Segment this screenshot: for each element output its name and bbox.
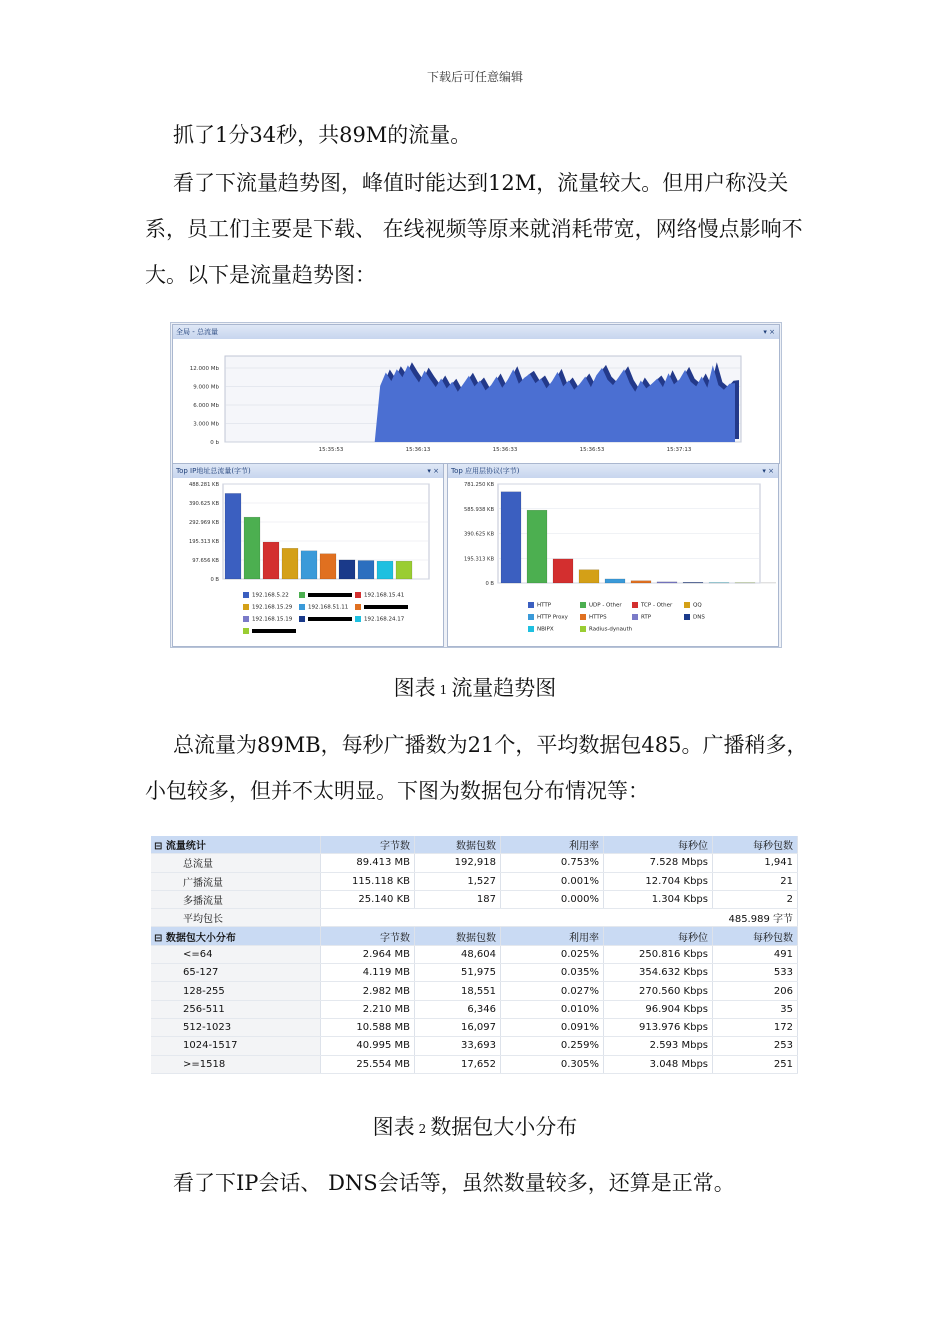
- redaction-bar: [308, 593, 352, 597]
- panel-controls-icon[interactable]: ▾ ×: [762, 467, 774, 475]
- legend-swatch: [355, 616, 361, 622]
- legend-item: [299, 604, 348, 611]
- y-tick-label: 390.625 KB: [463, 531, 494, 538]
- x-tick-label: 15:36:53: [579, 447, 605, 453]
- table-row: >=1518 25.554 MB 17,652 0.305% 3.048 Mbps 251: [151, 1055, 798, 1073]
- bar: [358, 561, 374, 579]
- redaction-bar: [364, 605, 408, 609]
- y-tick-label: 6.000 Mb: [193, 403, 219, 409]
- panel-total-traffic: [172, 324, 780, 464]
- legend-label: UDP - Other: [589, 602, 622, 609]
- x-tick-label: 15:35:53: [318, 447, 344, 453]
- bar: [377, 561, 393, 579]
- x-tick-label: 15:37:13: [666, 447, 692, 453]
- legend-swatch: [528, 626, 534, 632]
- traffic-area-chart: [173, 339, 777, 461]
- legend-item: [243, 628, 296, 635]
- paragraph-4: 看了下IP会话、 DNS会话等，虽然数量较多，还算是正常。: [173, 1171, 735, 1195]
- legend-item: [299, 616, 352, 623]
- collapse-icon[interactable]: ⊟: [154, 932, 166, 944]
- legend-item: [243, 616, 292, 623]
- table-row: 总流量 89.413 MB 192,918 0.753% 7.528 Mbps 1,941: [151, 854, 798, 872]
- y-tick-label: 0 b: [210, 440, 219, 446]
- bar: [683, 582, 703, 583]
- legend-item: [528, 602, 551, 609]
- legend-label: DNS: [693, 614, 705, 621]
- panel-controls-icon[interactable]: ▾ ×: [763, 328, 775, 336]
- top-ip-bar-chart: [173, 480, 441, 590]
- legend-item: [355, 604, 408, 611]
- bar: [320, 554, 336, 579]
- legend-item: [299, 592, 352, 599]
- legend-label: NBIPX: [537, 626, 554, 633]
- page-header: 下载后可任意编辑: [426, 70, 523, 84]
- table-row: 512-1023 10.588 MB 16,097 0.091% 913.976 Kbps 172: [151, 1018, 798, 1036]
- table-row: 多播流量 25.140 KB 187 0.000% 1.304 Kbps 2: [151, 890, 798, 908]
- table-row: 256-511 2.210 MB 6,346 0.010% 96.904 Kbps 35: [151, 1000, 798, 1018]
- legend-swatch: [243, 592, 249, 598]
- legend-label: QQ: [693, 602, 702, 609]
- bar: [657, 582, 677, 583]
- y-tick-label: 0 B: [485, 581, 494, 587]
- legend-label: 192.168.5.22: [252, 592, 289, 599]
- legend-item: [580, 602, 622, 609]
- y-tick-label: 781.250 KB: [463, 482, 494, 488]
- table-row: 广播流量 115.118 KB 1,527 0.001% 12.704 Kbps 21: [151, 872, 798, 890]
- legend-swatch: [355, 604, 361, 610]
- group-header-traffic: ⊟ 流量统计 字节数 数据包数 利用率 每秒位 每秒包数: [151, 836, 798, 854]
- legend-swatch: [299, 616, 305, 622]
- legend-item: [632, 614, 651, 621]
- bar: [263, 542, 279, 579]
- y-tick-label: 292.969 KB: [188, 520, 219, 526]
- bar: [553, 559, 573, 583]
- legend-item: [355, 616, 404, 623]
- panel-controls-icon[interactable]: ▾ ×: [427, 467, 439, 475]
- bar: [244, 517, 260, 579]
- legend-swatch: [528, 614, 534, 620]
- top-ip-legend: [173, 592, 441, 642]
- legend-swatch: [243, 616, 249, 622]
- panel-title: Top IP地址总流量(字节): [176, 467, 251, 475]
- legend-swatch: [528, 602, 534, 608]
- legend-item: [243, 604, 292, 611]
- legend-label: 192.168.51.11: [308, 604, 349, 611]
- legend-item: [355, 592, 404, 599]
- bar: [339, 560, 355, 579]
- y-tick-label: 12.000 Mb: [189, 366, 219, 372]
- y-tick-label: 0 B: [210, 577, 219, 583]
- bar: [282, 548, 298, 579]
- table-row: 128-255 2.982 MB 18,551 0.027% 270.560 Kbps 206: [151, 982, 798, 1000]
- table-row: 65-127 4.119 MB 51,975 0.035% 354.632 Kbps 533: [151, 964, 798, 982]
- paragraph-2: 看了下流量趋势图，峰值时能达到12M，流量较大。但用户称没关系，员工们主要是下载、 在线视频等原来就消耗带宽，网络慢点影响不大。以下是流量趋势图：: [145, 171, 803, 287]
- table-row: <=64 2.964 MB 48,604 0.025% 250.816 Kbps 491: [151, 945, 798, 963]
- legend-label: 192.168.24.17: [364, 616, 405, 623]
- panel-title: 全局 - 总流量: [176, 328, 218, 336]
- paragraph-3: 总流量为89MB，每秒广播数为21个，平均数据包485。广播稍多，小包较多，但并不太明显。下图为数据包分布情况等：: [145, 733, 808, 803]
- legend-item: [684, 614, 705, 621]
- bar: [579, 570, 599, 583]
- y-tick-label: 97.656 KB: [192, 558, 219, 564]
- y-tick-label: 195.313 KB: [463, 556, 494, 563]
- legend-item: [580, 614, 607, 621]
- legend-item: [528, 614, 568, 621]
- legend-label: 192.168.15.41: [364, 592, 405, 599]
- legend-swatch: [299, 604, 305, 610]
- legend-swatch: [580, 626, 586, 632]
- bar: [631, 581, 651, 583]
- y-tick-label: 3.000 Mb: [193, 421, 219, 428]
- legend-swatch: [632, 614, 638, 620]
- y-tick-label: 488.281 KB: [188, 482, 219, 488]
- legend-label: 192.168.15.19: [252, 616, 293, 623]
- y-tick-label: 9.000 Mb: [193, 384, 219, 391]
- paragraph-1: 抓了1分34秒，共89M的流量。: [173, 123, 472, 147]
- legend-label: TCP - Other: [641, 602, 673, 609]
- legend-label: RTP: [641, 614, 652, 621]
- collapse-icon[interactable]: ⊟: [154, 841, 163, 853]
- caption-1: 图表 1 流量趋势图: [393, 676, 557, 700]
- legend-label: HTTP Proxy: [537, 614, 568, 621]
- x-tick-label: 15:36:33: [492, 447, 518, 453]
- traffic-screenshot: [170, 322, 782, 648]
- legend-swatch: [299, 592, 305, 598]
- top-protocol-legend: [448, 602, 776, 642]
- bar: [501, 492, 521, 583]
- bar: [605, 579, 625, 583]
- y-tick-label: 390.625 KB: [188, 501, 219, 507]
- panel-top-protocol: [447, 463, 779, 647]
- y-tick-label: 195.313 KB: [188, 539, 219, 545]
- legend-swatch: [243, 604, 249, 610]
- legend-swatch: [580, 614, 586, 620]
- bar: [527, 510, 547, 583]
- panel-top-ip: [172, 463, 444, 647]
- bar: [396, 561, 412, 579]
- traffic-stats-table: [151, 836, 798, 1074]
- legend-swatch: [580, 602, 586, 608]
- legend-swatch: [684, 602, 690, 608]
- legend-label: 192.168.15.29: [252, 604, 293, 611]
- legend-item: [684, 602, 702, 609]
- caption-2: 图表 2 数据包大小分布: [372, 1115, 578, 1139]
- bar: [301, 551, 317, 579]
- top-protocol-bar-chart: [448, 480, 776, 600]
- legend-swatch: [632, 602, 638, 608]
- panel-title: Top 应用层协议(字节): [451, 467, 520, 475]
- legend-label: HTTPS: [589, 614, 607, 621]
- legend-item: [528, 626, 554, 633]
- legend-swatch: [684, 614, 690, 620]
- legend-item: [243, 592, 289, 599]
- legend-swatch: [243, 628, 249, 634]
- bar: [225, 493, 241, 579]
- table-row-average: 平均包长 485.989 字节: [151, 909, 798, 927]
- group-header-size: ⊟ 数据包大小分布 字节数 数据包数 利用率 每秒位 每秒包数: [151, 927, 798, 945]
- legend-item: [632, 602, 672, 609]
- table-row: 1024-1517 40.995 MB 33,693 0.259% 2.593 Mbps 253: [151, 1037, 798, 1055]
- legend-item: [580, 626, 632, 633]
- y-tick-label: 585.938 KB: [463, 506, 494, 513]
- redaction-bar: [252, 629, 296, 633]
- legend-label: Radius-dynauth: [589, 626, 633, 633]
- legend-swatch: [355, 592, 361, 598]
- redaction-bar: [308, 617, 352, 621]
- x-tick-label: 15:36:13: [405, 447, 431, 453]
- legend-label: HTTP: [537, 602, 552, 609]
